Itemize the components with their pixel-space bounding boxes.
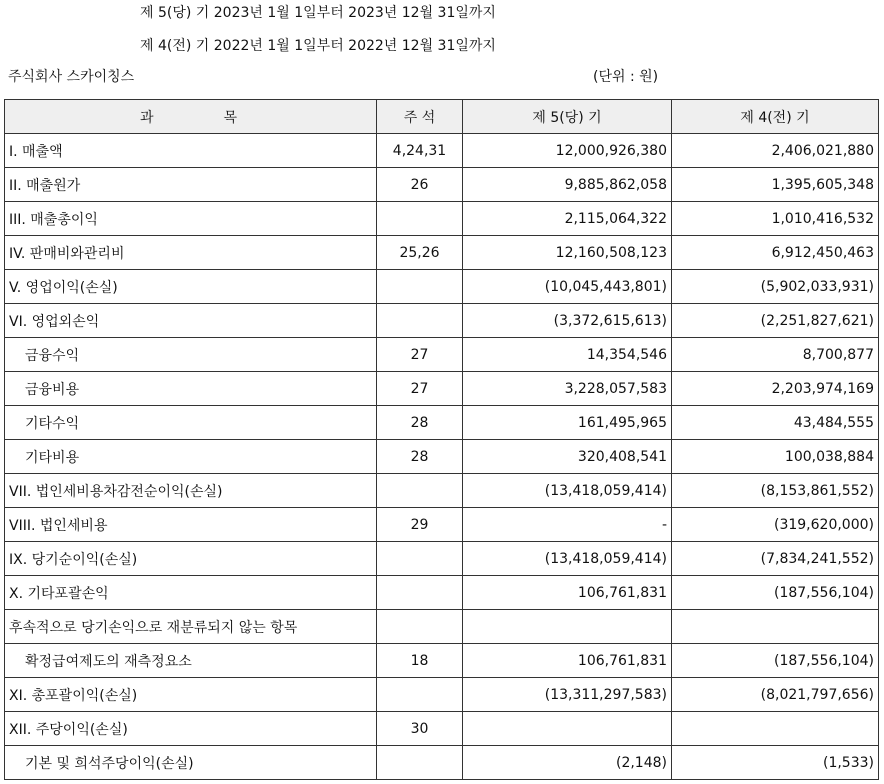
table-row [5,610,879,644]
row-prior-amount: (8,021,797,656) [672,678,879,712]
row-prior-amount: (5,902,033,931) [672,270,879,304]
row-current-amount: (10,045,443,801) [463,270,672,304]
row-current-amount: 12,160,508,123 [463,236,672,270]
row-prior-amount: 1,010,416,532 [672,202,879,236]
row-note [377,542,463,576]
table-row [5,440,879,474]
table-row [5,338,879,372]
row-item-label: XII. 주당이익(손실) [5,712,377,746]
row-item-label: 기타비용 [5,440,377,474]
row-note [377,202,463,236]
table-row [5,576,879,610]
row-current-amount: (13,311,297,583) [463,678,672,712]
table-row [5,712,879,746]
row-item-label: X. 기타포괄손익 [5,576,377,610]
column-header-note: 주 석 [377,100,463,134]
row-note [377,270,463,304]
row-note: 26 [377,168,463,202]
row-prior-amount [672,712,879,746]
row-note: 27 [377,338,463,372]
row-current-amount [463,712,672,746]
row-prior-amount: 43,484,555 [672,406,879,440]
column-header-prior: 제 4(전) 기 [672,100,879,134]
table-row [5,508,879,542]
period-prior: 제 4(전) 기 2022년 1월 1일부터 2022년 12월 31일까지 [140,38,496,54]
row-note [377,576,463,610]
row-note: 18 [377,644,463,678]
row-item-label: 금융수익 [5,338,377,372]
row-note [377,678,463,712]
row-note [377,746,463,780]
row-item-label: IV. 판매비와관리비 [5,236,377,270]
row-current-amount: (13,418,059,414) [463,474,672,508]
row-item-label: IX. 당기순이익(손실) [5,542,377,576]
row-note: 25,26 [377,236,463,270]
row-item-label: VIII. 법인세비용 [5,508,377,542]
row-note: 28 [377,440,463,474]
row-prior-amount: 6,912,450,463 [672,236,879,270]
row-current-amount [463,610,672,644]
row-note: 29 [377,508,463,542]
column-header-item: 과목 [5,100,377,134]
row-item-label: II. 매출원가 [5,168,377,202]
row-prior-amount: 8,700,877 [672,338,879,372]
row-item-label: 기타수익 [5,406,377,440]
row-current-amount: - [463,508,672,542]
table-row [5,406,879,440]
table-row [5,678,879,712]
table-row [5,304,879,338]
row-item-label: VII. 법인세비용차감전순이익(손실) [5,474,377,508]
row-note [377,304,463,338]
row-prior-amount: 1,395,605,348 [672,168,879,202]
row-prior-amount: (187,556,104) [672,644,879,678]
row-item-label: XI. 총포괄이익(손실) [5,678,377,712]
row-current-amount: 3,228,057,583 [463,372,672,406]
row-prior-amount: 2,406,021,880 [672,134,879,168]
row-current-amount: (13,418,059,414) [463,542,672,576]
row-prior-amount: (187,556,104) [672,576,879,610]
table-row [5,236,879,270]
row-current-amount: 161,495,965 [463,406,672,440]
row-current-amount: 106,761,831 [463,644,672,678]
table-header-row [5,100,879,134]
table-row [5,474,879,508]
row-item-label: 기본 및 희석주당이익(손실) [5,746,377,780]
row-current-amount: 12,000,926,380 [463,134,672,168]
row-current-amount: 14,354,546 [463,338,672,372]
row-item-label: V. 영업이익(손실) [5,270,377,304]
period-current: 제 5(당) 기 2023년 1월 1일부터 2023년 12월 31일까지 [140,5,496,21]
table-row [5,168,879,202]
table-row [5,746,879,780]
income-statement-table [4,99,879,780]
unit-label: (단위 : 원) [593,69,659,85]
company-name: 주식회사 스카이칭스 [8,69,135,85]
row-item-label: 후속적으로 당기손익으로 재분류되지 않는 항목 [5,610,377,644]
row-note [377,610,463,644]
row-item-label: 확정급여제도의 재측정요소 [5,644,377,678]
row-prior-amount: (2,251,827,621) [672,304,879,338]
row-note: 30 [377,712,463,746]
row-item-label: I. 매출액 [5,134,377,168]
row-note: 28 [377,406,463,440]
row-note: 27 [377,372,463,406]
table-row [5,372,879,406]
row-current-amount: (2,148) [463,746,672,780]
row-prior-amount [672,610,879,644]
row-current-amount: (3,372,615,613) [463,304,672,338]
row-prior-amount: 100,038,884 [672,440,879,474]
table-row [5,270,879,304]
row-note [377,474,463,508]
row-prior-amount: (1,533) [672,746,879,780]
row-current-amount: 9,885,862,058 [463,168,672,202]
row-prior-amount: (8,153,861,552) [672,474,879,508]
row-item-label: III. 매출총이익 [5,202,377,236]
table-row [5,202,879,236]
row-item-label: VI. 영업외손익 [5,304,377,338]
row-item-label: 금융비용 [5,372,377,406]
table-row [5,542,879,576]
row-prior-amount: 2,203,974,169 [672,372,879,406]
table-row [5,644,879,678]
row-note: 4,24,31 [377,134,463,168]
row-current-amount: 2,115,064,322 [463,202,672,236]
table-row [5,134,879,168]
row-prior-amount: (7,834,241,552) [672,542,879,576]
row-current-amount: 106,761,831 [463,576,672,610]
row-prior-amount: (319,620,000) [672,508,879,542]
column-header-current: 제 5(당) 기 [463,100,672,134]
row-current-amount: 320,408,541 [463,440,672,474]
